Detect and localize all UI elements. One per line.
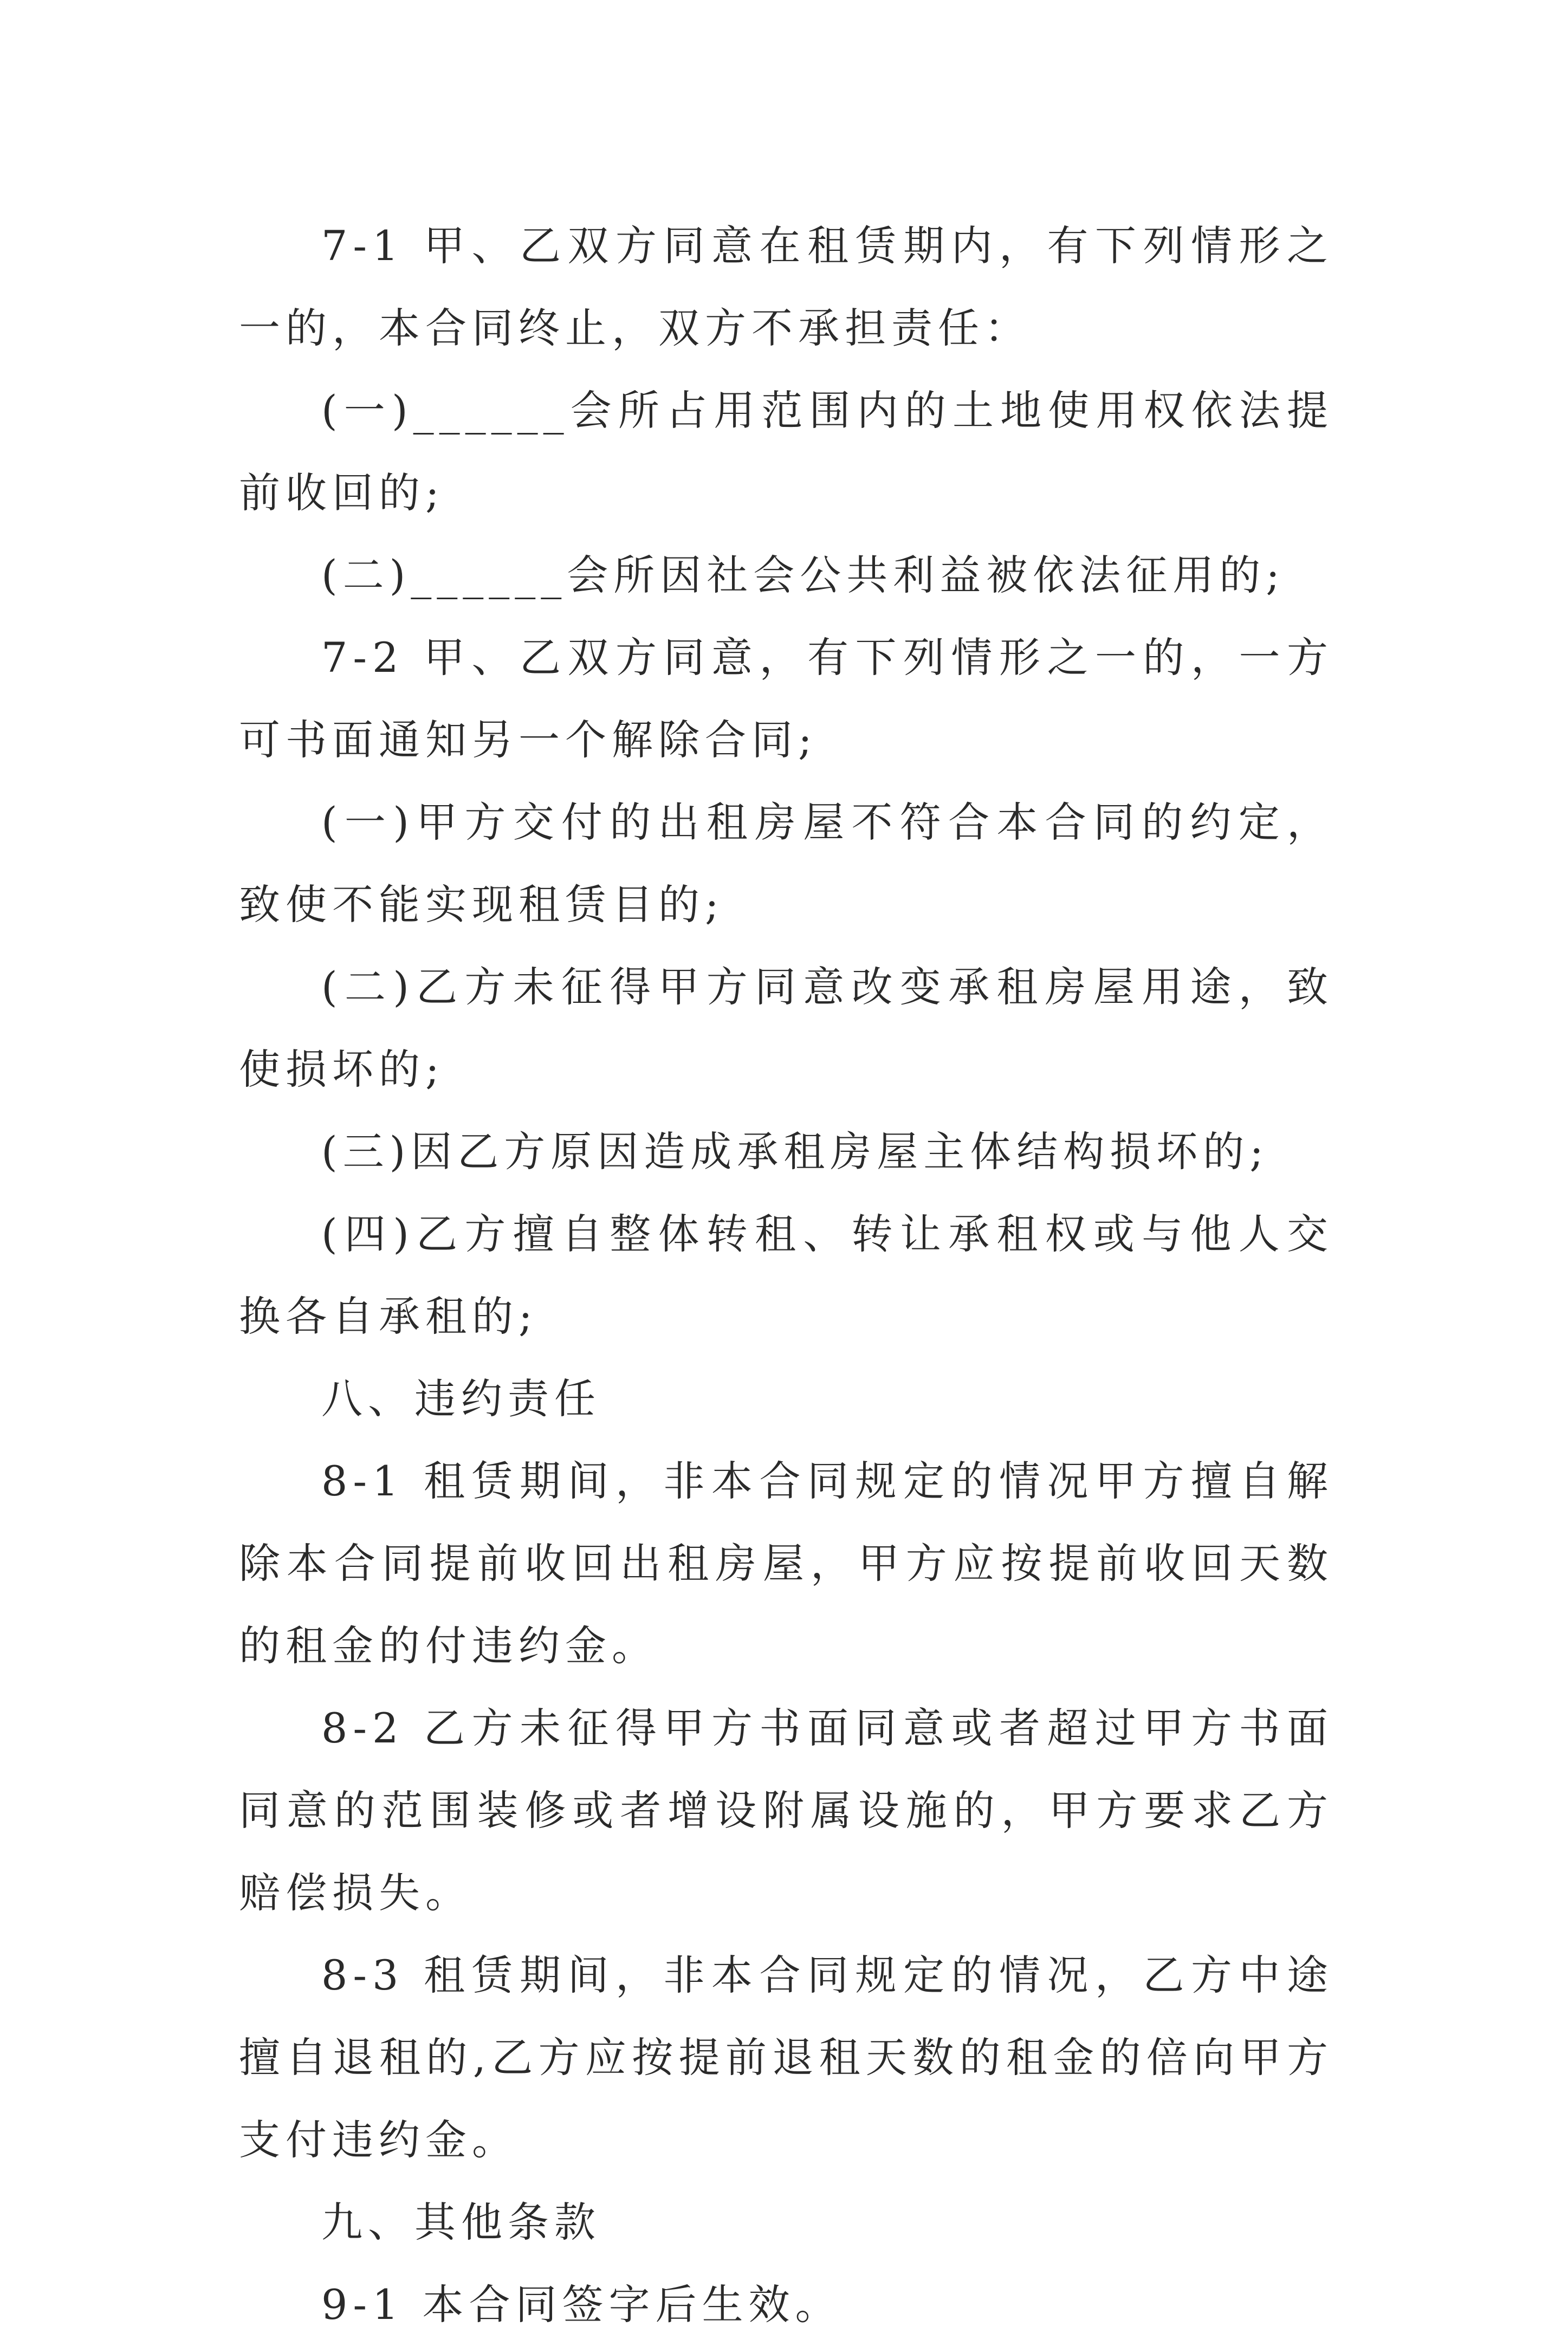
section-heading-8: 八、违约责任 (321, 1375, 601, 1423)
clause-7-1: 7-1 甲、乙双方同意在租赁期内，有下列情形之一的，本合同终止，双方不承担责任： (239, 222, 1333, 352)
clause-7-2-item-2: (二)乙方未征得甲方同意改变承租房屋用途，致使损坏的; (239, 963, 1333, 1093)
section-heading-9: 九、其他条款 (321, 2198, 601, 2246)
clause-7-2: 7-2 甲、乙双方同意，有下列情形之一的，一方可书面通知另一个解除合同; (239, 633, 1333, 764)
clause-8-3: 8-3 租赁期间，非本合同规定的情况，乙方中途擅自退租的,乙方应按提前退租天数的租金的倍向甲方支付违约金。 (239, 1951, 1333, 2164)
clause-7-1-item-2: (二)______会所因社会公共利益被依法征用的; (321, 551, 1285, 599)
clause-8-2: 8-2 乙方未征得甲方书面同意或者超过甲方书面同意的范围装修或者增设附属设施的，甲方要求乙方赔偿损失。 (239, 1704, 1333, 1917)
clause-7-2-item-4: (四)乙方擅自整体转租、转让承租权或与他人交换各自承租的; (239, 1210, 1333, 1340)
clause-7-2-item-1: (一)甲方交付的出租房屋不符合本合同的约定，致使不能实现租赁目的; (239, 798, 1333, 929)
clause-9-1: 9-1 本合同签字后生效。 (321, 2280, 842, 2329)
clause-8-1: 8-1 租赁期间，非本合同规定的情况甲方擅自解除本合同提前收回出租房屋，甲方应按提前收回天数的租金的付违约金。 (239, 1457, 1333, 1670)
clause-7-1-item-1: (一)______会所占用范围内的土地使用权依法提前收回的; (239, 386, 1333, 517)
document-body (239, 205, 1333, 2346)
clause-7-2-item-3: (三)因乙方原因造成承租房屋主体结构损坏的; (321, 1127, 1269, 1176)
